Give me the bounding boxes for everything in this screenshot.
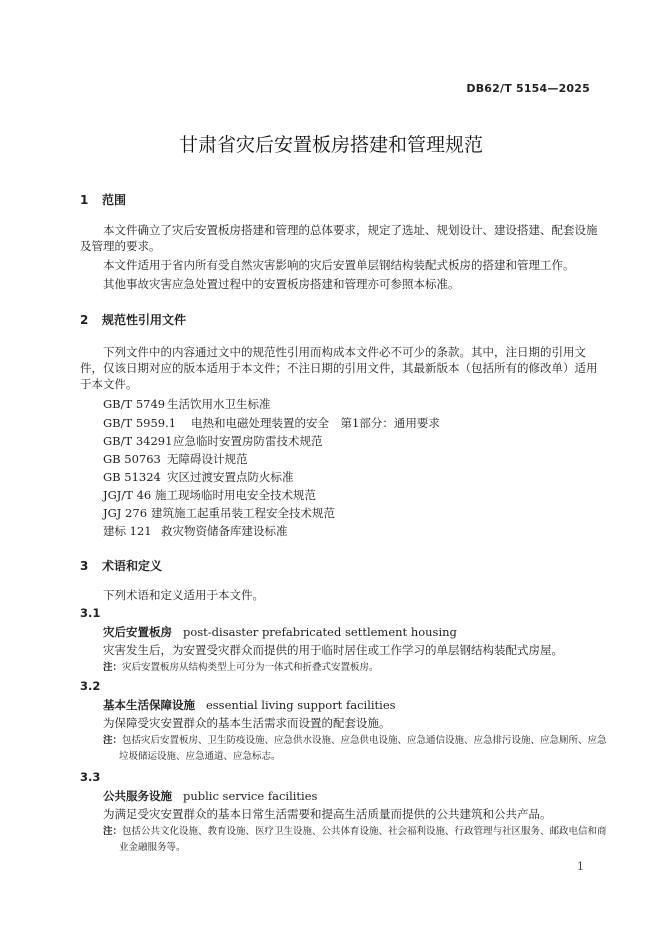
reference-name: 生活饮用水卫生标准 (167, 397, 271, 411)
section-number: 1 (80, 193, 89, 207)
term-definition: 为保障受灾安置群众的基本生活需求而设置的配套设施。 (103, 716, 391, 730)
note-label: 注： (103, 735, 123, 746)
page-number: 1 (577, 860, 584, 873)
reference-code: 建标 121 (103, 524, 152, 538)
section-number: 2 (80, 313, 89, 327)
reference-item (103, 396, 271, 412)
note-text: 灾后安置板房从结构类型上可分为一体式和折叠式安置板房。 (122, 662, 379, 673)
reference-code: GB/T 5749 (103, 397, 166, 411)
section-number: 3 (80, 559, 89, 573)
term-chinese: 公共服务设施 (103, 789, 172, 803)
note-text: 包括灾后安置板房、卫生防疫设施、应急供水设施、应急供电设施、应急通信设施、应急排污设施、应急厕所、应急垃圾储运设施、应急通道、应急标志。 (119, 735, 607, 762)
term-title (103, 697, 396, 713)
reference-item (103, 415, 440, 431)
term-title (103, 624, 457, 640)
reference-code: GB/T 34291 (103, 434, 173, 448)
term-definition: 为满足受灾安置群众的基本日常生活需要和提高生活质量而提供的公共建筑和公共产品。 (103, 807, 552, 821)
section-title: 范围 (102, 193, 127, 207)
term-chinese: 灾后安置板房 (103, 625, 172, 639)
reference-name: 无障碍设计规范 (167, 452, 248, 466)
term-english: post-disaster prefabricated settlement housing (182, 625, 457, 639)
reference-item (103, 487, 316, 503)
note-label: 注： (103, 826, 123, 837)
term-title (103, 788, 317, 804)
term-chinese: 基本生活保障设施 (103, 698, 195, 712)
reference-name: 救灾物资储备库建设标准 (161, 524, 288, 538)
references-intro: 下列文件中的内容通过文中的规范性引用而构成本文件必不可少的条款。其中，注日期的引用文件，仅该日期对应的版本适用于本文件；不注日期的引用文件，其最新版本（包括所有的修改单）适用于本文件。 (80, 345, 598, 391)
term-note (103, 824, 615, 856)
reference-name: 电热和电磁处理装置的安全 第1部分：通用要求 (191, 416, 440, 430)
reference-item (103, 451, 248, 467)
reference-code: GB 51324 (103, 470, 161, 484)
term-note (103, 733, 615, 765)
section-2-heading (80, 311, 186, 328)
term-number: 3.3 (80, 770, 101, 784)
reference-name: 应急临时安置房防雷技术规范 (173, 434, 323, 448)
reference-code: GB 50763 (103, 452, 161, 466)
term-note (103, 660, 379, 676)
reference-item (103, 523, 288, 539)
terms-intro: 下列术语和定义适用于本文件。 (103, 588, 264, 602)
note-text: 包括公共文化设施、教育设施、医疗卫生设施、公共体育设施、社会福利设施、行政管理与社区服务、邮政电信和商业金融服务等。 (119, 826, 607, 853)
scope-paragraph-2: 本文件适用于省内所有受自然灾害影响的灾后安置单层钢结构装配式板房的搭建和管理工作。 (103, 258, 575, 272)
reference-code: GB/T 5959.1 (103, 416, 177, 430)
scope-paragraph-3: 其他事故灾害应急处置过程中的安置板房搭建和管理亦可参照本标准。 (103, 277, 460, 291)
section-3-heading (80, 557, 162, 574)
reference-name: 灾区过渡安置点防火标准 (167, 470, 294, 484)
term-english: essential living support facilities (205, 698, 396, 712)
reference-code: JGJ/T 46 (103, 488, 152, 502)
section-1-heading (80, 191, 126, 208)
term-definition: 灾害发生后，为安置受灾群众而提供的用于临时居住或工作学习的单层钢结构装配式房屋。 (103, 643, 563, 657)
reference-code: JGJ 276 (103, 506, 148, 520)
section-title: 规范性引用文件 (102, 313, 187, 327)
note-label: 注： (103, 662, 123, 673)
reference-name: 施工现场临时用电安全技术规范 (155, 488, 316, 502)
document-code: DB62/T 5154—2025 (466, 82, 590, 95)
page-title: 甘肃省灾后安置板房搭建和管理规范 (178, 134, 483, 156)
term-english: public service facilities (182, 789, 318, 803)
reference-item (103, 505, 335, 521)
reference-item (103, 433, 323, 449)
reference-name: 建筑施工起重吊装工程安全技术规范 (151, 506, 335, 520)
term-number: 3.2 (80, 679, 101, 693)
reference-item (103, 469, 294, 485)
section-title: 术语和定义 (102, 559, 163, 573)
scope-paragraph-1: 本文件确立了灾后安置板房搭建和管理的总体要求，规定了选址、规划设计、建设搭建、配套设施及管理的要求。 (80, 223, 598, 253)
term-number: 3.1 (80, 606, 101, 620)
